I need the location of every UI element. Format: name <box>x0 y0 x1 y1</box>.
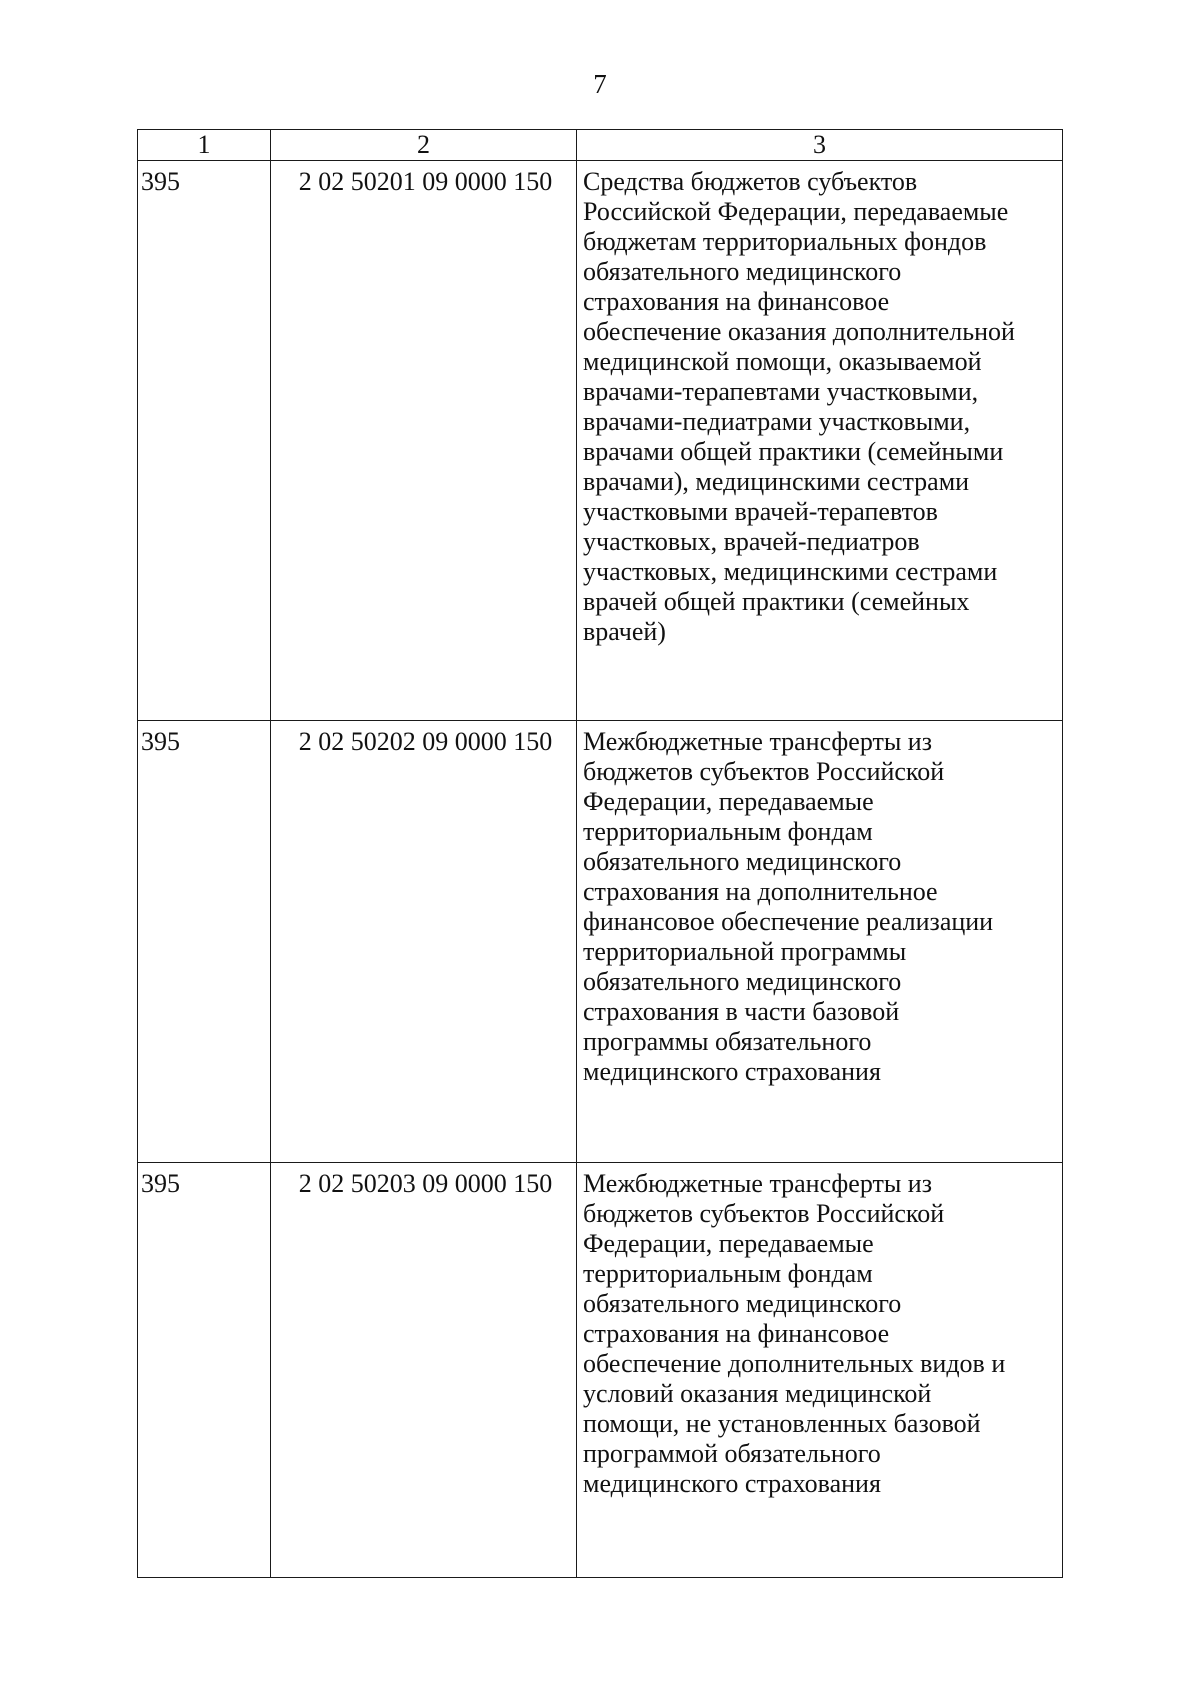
description-cell <box>577 721 1063 1163</box>
description-line: программы обязательного <box>583 1027 872 1056</box>
description-line: врачами), медицинскими сестрами <box>583 467 970 496</box>
description-line: обеспечение оказания дополнительной <box>583 317 1015 346</box>
budget-code-cell: 2 02 50202 09 0000 150 <box>271 721 577 1163</box>
description-line: участковыми врачей-терапевтов <box>583 497 938 526</box>
admin-code-cell: 395 <box>138 1163 271 1578</box>
description-line: медицинского страхования <box>583 1469 881 1498</box>
header-col-3: 3 <box>577 130 1063 161</box>
description-line: бюджетов субъектов Российской <box>583 1199 945 1228</box>
description-line: врачами-терапевтами участковыми, <box>583 377 979 406</box>
budget-codes-table <box>137 129 1063 1578</box>
description-line: обязательного медицинского <box>583 967 902 996</box>
description-line: страхования на финансовое <box>583 1319 890 1348</box>
description-line: Федерации, передаваемые <box>583 787 874 816</box>
description-line: территориальным фондам <box>583 1259 873 1288</box>
description-line: территориальной программы <box>583 937 907 966</box>
description-line: Межбюджетные трансферты из <box>583 1169 932 1198</box>
description-cell <box>577 1163 1063 1578</box>
description-line: медицинской помощи, оказываемой <box>583 347 982 376</box>
description-line: финансовое обеспечение реализации <box>583 907 994 936</box>
description-line: бюджетов субъектов Российской <box>583 757 945 786</box>
description-line: врачей общей практики (семейных <box>583 587 970 616</box>
description-line: обязательного медицинского <box>583 847 902 876</box>
header-col-2: 2 <box>271 130 577 161</box>
header-col-1: 1 <box>138 130 271 161</box>
description-line: врачей) <box>583 617 666 646</box>
description-line: Федерации, передаваемые <box>583 1229 874 1258</box>
description-line: бюджетам территориальных фондов <box>583 227 987 256</box>
table-header-row <box>138 130 1063 161</box>
description-line: медицинского страхования <box>583 1057 881 1086</box>
table-row <box>138 161 1063 721</box>
description-line: обязательного медицинского <box>583 1289 902 1318</box>
description-line: врачами-педиатрами участковыми, <box>583 407 971 436</box>
description-line: Межбюджетные трансферты из <box>583 727 932 756</box>
page-number: 7 <box>593 69 607 99</box>
description-line: обязательного медицинского <box>583 257 902 286</box>
description-line: обеспечение дополнительных видов и <box>583 1349 1006 1378</box>
budget-code-cell: 2 02 50201 09 0000 150 <box>271 161 577 721</box>
admin-code-cell: 395 <box>138 161 271 721</box>
budget-code-cell: 2 02 50203 09 0000 150 <box>271 1163 577 1578</box>
description-line: территориальным фондам <box>583 817 873 846</box>
admin-code-cell: 395 <box>138 721 271 1163</box>
description-cell <box>577 161 1063 721</box>
description-text <box>583 727 1058 1087</box>
description-line: врачами общей практики (семейными <box>583 437 1004 466</box>
description-line: страхования на финансовое <box>583 287 890 316</box>
description-line: помощи, не установленных базовой <box>583 1409 981 1438</box>
table-row <box>138 1163 1063 1578</box>
description-text <box>583 167 1058 647</box>
description-line: участковых, медицинскими сестрами <box>583 557 998 586</box>
description-line: страхования в части базовой <box>583 997 900 1026</box>
description-line: страхования на дополнительное <box>583 877 938 906</box>
description-line: программой обязательного <box>583 1439 881 1468</box>
description-line: Средства бюджетов субъектов <box>583 167 918 196</box>
description-text <box>583 1169 1058 1499</box>
description-line: условий оказания медицинской <box>583 1379 932 1408</box>
description-line: участковых, врачей-педиатров <box>583 527 920 556</box>
description-line: Российской Федерации, передаваемые <box>583 197 1009 226</box>
table-row <box>138 721 1063 1163</box>
